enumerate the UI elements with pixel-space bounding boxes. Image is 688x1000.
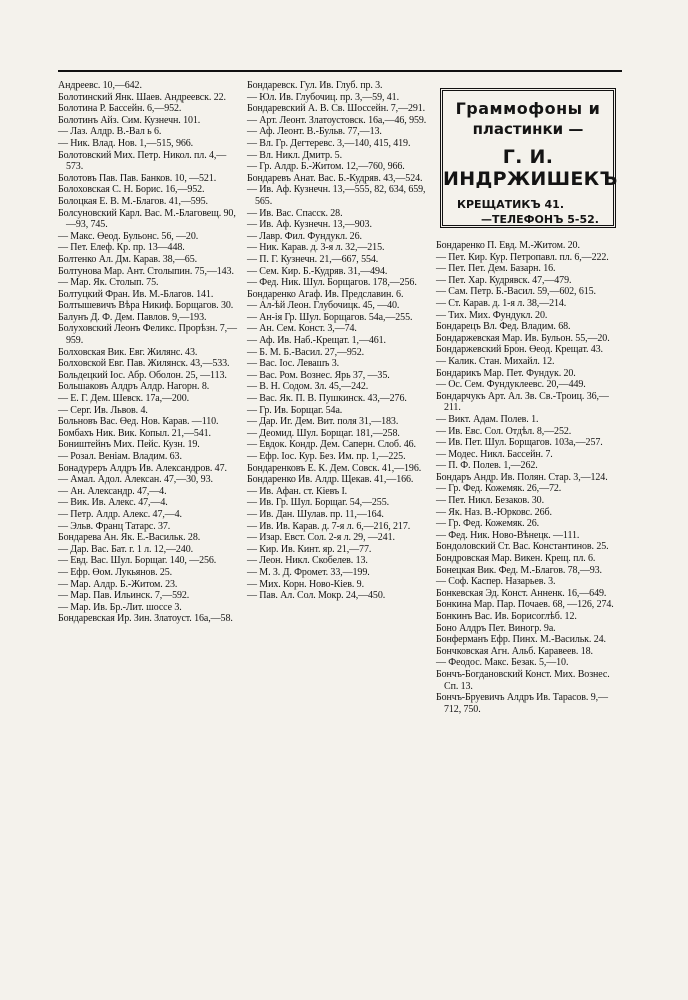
directory-entry: — Б. М. Б.-Васил. 27,—952.	[247, 346, 364, 358]
directory-entry: — Арт. Леонт. Златоустовск. 16а,—46, 959.	[247, 114, 427, 126]
directory-entry: Болотинъ Айз. Сим. Кузнечн. 101.	[58, 114, 201, 126]
directory-entry: Балунъ Д. Ф. Дем. Павлов. 9,—193.	[58, 311, 207, 323]
directory-entry: — Соф. Каспер. Назарьев. 3.	[436, 576, 556, 588]
directory-entry: — Модес. Никл. Бассейн. 7.	[436, 448, 553, 460]
directory-entry: Бондаржевский Брон. Өеод. Крещат. 43.	[436, 344, 603, 356]
directory-entry: Андреевс. 10,—642.	[58, 80, 142, 91]
directory-entry: — Вас. Іос. Левашъ 3.	[247, 358, 340, 370]
directory-entry: Боништейнъ Мих. Пейс. Кузн. 19.	[58, 439, 200, 451]
directory-entry: — Макс. Өеод. Бульонс. 56, —20.	[58, 230, 199, 242]
directory-entry: — Деомид. Шул. Борщаг. 181,—258.	[247, 427, 400, 439]
directory-entry: Бондаревск. Гул. Ив. Глуб. пр. 3.	[247, 80, 383, 91]
directory-entry: — Викт. Адам. Полев. 1.	[436, 413, 539, 425]
directory-entry: — Леон. Никл. Скобелев. 13.	[247, 555, 368, 567]
directory-entry: — Сам. Петр. Б.-Васил. 59,—602, 615.	[436, 286, 596, 298]
directory-entry: — В. Н. Содом. Зл. 45,—242.	[247, 381, 369, 393]
directory-entry: Бонкина Мар. Пар. Почаев. 68, —126, 274.	[436, 599, 614, 611]
directory-entry: — П. Г. Кузнечн. 21,—667, 554.	[247, 253, 379, 265]
directory-entry: — П. Ф. Полев. 1,—262.	[436, 460, 538, 472]
directory-entry: Бондарикъ Мар. Пет. Фундук. 20.	[436, 367, 576, 379]
directory-entry: Боно Алдръ Пет. Виногр. 9а.	[436, 622, 556, 634]
directory-entry: Бондаревъ Анат. Вас. Б.-Кудряв. 43,—524.	[247, 172, 423, 184]
directory-entry: Бондарецъ Вл. Фед. Владим. 68.	[436, 321, 571, 333]
directory-entry: — Амал. Адол. Алексан. 47,—30, 93.	[58, 474, 213, 486]
directory-entry: Болотинский Янк. Шаев. Андреевск. 22.	[58, 91, 226, 103]
directory-entry: Бонкевская Эд. Конст. Анненк. 16,—649.	[436, 587, 607, 599]
directory-entry: — Ив. Дан. Шулав. пр. 11,—164.	[247, 508, 384, 520]
directory-entry: — Ал-ѣй Леон. Глубочицк. 45, —40.	[247, 300, 400, 312]
directory-entry: Болотовский Мих. Петр. Никол. пл. 4,—573.	[58, 149, 227, 173]
directory-entry: — Ан. Сем. Конст. 3,—74.	[247, 323, 357, 335]
column-right	[436, 240, 622, 715]
directory-entry: — Аф. Леонт. В.-Бульв. 77,—13.	[247, 126, 382, 138]
directory-entry: — Кир. Ив. Кинт. яр. 21,—77.	[247, 543, 372, 555]
directory-entry: — Сем. Кир. Б.-Кудряв. 31,—494.	[247, 265, 388, 277]
directory-entry: — Гр. Фед. Кожемяк. 26.	[436, 518, 540, 530]
directory-entry: — Мих. Корн. Ново-Кіев. 9.	[247, 578, 364, 590]
directory-entry: — Мар. Пав. Ильинск. 7,—592.	[58, 590, 190, 602]
directory-entry: Болотовъ Пав. Пав. Банков. 10, —521.	[58, 172, 217, 184]
directory-entry: — Гр. Ив. Борщаг. 54а.	[247, 404, 343, 416]
directory-entry: Бонецкая Вик. Фед. М.-Благов. 78,—93.	[436, 564, 602, 576]
directory-entry: — Ив. Вас. Спасск. 28.	[247, 207, 343, 219]
header-rule	[58, 70, 622, 72]
directory-entry: — Ив. Пет. Шул. Борщагов. 103а,—257.	[436, 437, 603, 449]
directory-entry: — Ст. Карав. д. 1-я л. 38,—214.	[436, 297, 567, 309]
directory-entry: — М. З. Д. Фромет. 33,—199.	[247, 566, 370, 578]
directory-entry: Бондаржевская Мар. Ив. Бульон. 55,—20.	[436, 332, 610, 344]
ad-company-name: Г. И. ИНДРЖИШЕКЪ	[443, 146, 618, 190]
directory-entry: — Лаз. Алдр. В.-Вал ь 6.	[58, 126, 162, 138]
directory-entry: Бондаренко Агаф. Ив. Предславин. 6.	[247, 288, 404, 300]
directory-entry: Бонадуреръ Алдръ Ив. Александров. 47.	[58, 462, 227, 474]
directory-entry: — Гр. Алдр. Б.-Житом. 12,—760, 966.	[247, 161, 405, 173]
directory-entry: — Пав. Ал. Сол. Мокр. 24,—450.	[247, 590, 386, 602]
directory-entry: — Мар. Ив. Бр.-Лит. шоссе 3.	[58, 601, 182, 613]
directory-entry: Бонкинъ Вас. Ив. Борисоглѣб. 12.	[436, 611, 577, 622]
directory-entry: Болтунова Мар. Ант. Столыпин. 75,—143.	[58, 265, 234, 277]
directory-entry: — Ив. Ив. Карав. д. 7-я л. 6,—216, 217.	[247, 520, 411, 532]
ad-phone: —ТЕЛЕФОНЪ 5-52.	[480, 213, 599, 226]
directory-entry: — Як. Наз. В.-Юрковс. 26б.	[436, 506, 552, 518]
gramophone-advertisement	[440, 88, 616, 228]
directory-entry: — Фед. Ник. Шул. Борщагов. 178,—256.	[247, 277, 417, 289]
directory-entry: Бондаревский А. В. Св. Шоссейн. 7,—291.	[247, 103, 426, 115]
directory-entry: — Ефр. Іос. Кур. Без. Им. пр. 1,—225.	[247, 451, 406, 462]
column-left	[58, 80, 240, 625]
directory-entry: — Мар. Як. Столып. 75.	[58, 277, 159, 289]
directory-entry: Бондаренко П. Евд. М.-Житом. 20.	[436, 240, 580, 251]
directory-entry: — Пет. Елеф. Кр. пр. 13—448.	[58, 242, 185, 254]
directory-entry: — Гр. Фед. Кожемяк. 26,—72.	[436, 483, 562, 495]
directory-entry: Болоцкая Е. В. М.-Благов. 41,—595.	[58, 195, 208, 207]
directory-entry: Болтышевичъ Вѣра Никиф. Борщагов. 30.	[58, 300, 234, 312]
directory-entry: Болховская Вик. Евг. Жилянс. 43.	[58, 346, 198, 358]
directory-entry: Больдецкий Іос. Абр. Оболон. 25, —113.	[58, 369, 227, 381]
directory-entry: Бончъ-Бруевичъ Алдръ Ив. Тарасов. 9,—712, 750.	[436, 692, 608, 715]
directory-entry: — Дар. Вас. Бат. г. 1 л. 12,—240.	[58, 543, 194, 555]
directory-entry: — Дар. Иг. Дем. Вит. поля 31,—183.	[247, 416, 399, 428]
directory-entry: — Вас. Як. П. В. Пушкинск. 43,—276.	[247, 393, 407, 405]
directory-entry: Болсуновский Карл. Вас. М.-Благовещ. 90,—93, 745.	[58, 207, 236, 231]
ad-address: КРЕЩАТИКЪ 41.	[457, 198, 565, 211]
directory-entry: — Ник. Влад. Нов. 1,—515, 966.	[58, 137, 194, 149]
directory-entry: Бондровская Мар. Викен. Крещ. пл. 6.	[436, 553, 596, 565]
directory-entry: — Серг. Ив. Львов. 4.	[58, 404, 148, 416]
directory-entry: Бончъ-Богдановский Конст. Мих. Вознес. Сп. 13.	[436, 668, 610, 692]
directory-entry: — Вл. Гр. Дегтеревс. 3,—140, 415, 419.	[247, 137, 411, 149]
ad-headline: Граммофоны и	[455, 99, 601, 118]
directory-entry: — Мар. Алдр. Б.-Житом. 23.	[58, 578, 178, 590]
column-middle	[247, 80, 429, 602]
directory-entry: — Ив. Аф. Кузнечн. 13,—555, 82, 634, 659, 565.	[247, 184, 426, 207]
directory-entry: — Ан. Александр. 47,—4.	[58, 485, 167, 497]
directory-entry: — Юл. Ив. Глубочиц. пр. 3,—59, 41.	[247, 91, 399, 103]
directory-entry: Бондоловский Ст. Вас. Константинов. 25.	[436, 541, 609, 553]
directory-entry: — Петр. Алдр. Алекс. 47,—4.	[58, 508, 182, 520]
directory-entry: Бончковская Агн. Альб. Каравеев. 18.	[436, 645, 593, 657]
directory-entry: — Ив. Афан. ст. Кіевъ I.	[247, 485, 348, 497]
directory-entry: Болотина Р. Бассейн. 6,—952.	[58, 103, 182, 115]
directory-entry: — Пет. Хар. Кудрявск. 47,—479.	[436, 274, 572, 286]
directory-entry: Болуховский Леонъ Феликс. Прорѣзн. 7,—959.	[58, 323, 237, 347]
directory-entry: — Вик. Ив. Алекс. 47,—4.	[58, 497, 168, 509]
directory-entry: — Е. Г. Дем. Шевск. 17а,—200.	[58, 393, 189, 405]
directory-entry: — Евд. Вас. Шул. Борщаг. 140, —256.	[58, 555, 217, 567]
directory-entry: Болтуцкий Фран. Ив. М.-Благов. 141.	[58, 288, 214, 300]
directory-entry: — Калик. Стан. Михайл. 12.	[436, 355, 555, 367]
directory-entry: Болоховская С. Н. Борис. 16,—952.	[58, 184, 205, 196]
directory-entry: Бондаренко Ив. Алдр. Щекав. 41,—166.	[247, 474, 414, 486]
directory-entry: — Вл. Никл. Дмитр. 5.	[247, 149, 342, 161]
ad-subheadline: пластинки —	[472, 120, 584, 138]
directory-entry: — Пет. Кир. Кур. Петропавл. пл. 6,—222.	[436, 251, 609, 263]
directory-entry: — Пет. Никл. Безаков. 30.	[436, 495, 544, 507]
directory-entry: — Лавр. Фил. Фундукл. 26.	[247, 230, 362, 242]
directory-entry: Бондарева Ан. Як. Е.-Васильк. 28.	[58, 532, 201, 544]
directory-entry: Бондаревская Ир. Зин. Златоуст. 16а,—58.	[58, 613, 233, 625]
directory-entry: — Ник. Карав. д. 3-я л. 32,—215.	[247, 242, 385, 254]
directory-entry: — Изар. Евст. Сол. 2-я л. 29, —241.	[247, 532, 395, 544]
directory-entry: — Ефр. Өом. Лукьянов. 25.	[58, 566, 173, 578]
directory-entry: Большаковъ Алдръ Алдр. Нагорн. 8.	[58, 381, 210, 393]
directory-entry: Бондарчукъ Арт. Ал. Зв. Св.-Троиц. 36,—211.	[436, 390, 609, 414]
directory-entry: — Евдок. Кондр. Дем. Саперн. Слоб. 46.	[247, 439, 416, 451]
directory-entry: — Пет. Пет. Дем. Базарн. 16.	[436, 263, 556, 275]
directory-entry: — Ос. Сем. Фундуклеевс. 20,—449.	[436, 379, 586, 391]
directory-entry: Больновъ Вас. Өед. Нов. Карав. —110.	[58, 416, 219, 428]
directory-entry: — Фед. Ник. Ново-Вѣнецк. —111.	[436, 529, 580, 541]
directory-entry: Бонферманъ Ефр. Пинх. М.-Васильк. 24.	[436, 634, 606, 646]
directory-entry: Болтенко Ал. Дм. Карав. 38,—65.	[58, 253, 198, 265]
directory-entry: — Тих. Мих. Фундукл. 20.	[436, 309, 548, 321]
directory-entry: — Ив. Аф. Кузнечн. 13,—903.	[247, 219, 372, 231]
directory-entry: — Ив. Гр. Шул. Борщаг. 54,—255.	[247, 497, 389, 509]
directory-entry: — Ив. Евс. Сол. Отдѣл. 8,—252.	[436, 425, 572, 437]
directory-entry: Бомбахъ Ник. Вик. Копыл. 21,—541.	[58, 427, 211, 439]
directory-entry: Болховской Евг. Пав. Жилянск. 43,—533.	[58, 358, 230, 370]
directory-entry: — Феодос. Макс. Безак. 5,—10.	[436, 657, 569, 669]
directory-entry: Бондаренковъ Е. К. Дем. Совск. 41,—196.	[247, 462, 422, 474]
directory-entry: — Ан-ія Гр. Шул. Борщагов. 54а,—255.	[247, 311, 413, 323]
directory-entry: — Розал. Веніам. Владим. 63.	[58, 451, 182, 462]
directory-entry: — Вас. Ром. Вознес. Ярь 37, —35.	[247, 369, 390, 381]
directory-entry: — Эльв. Франц Татарс. 37.	[58, 520, 171, 532]
directory-entry: Бондаръ Андр. Ив. Полян. Стар. 3,—124.	[436, 471, 608, 483]
directory-entry: — Аф. Ив. Наб.-Крещат. 1,—461.	[247, 335, 386, 347]
